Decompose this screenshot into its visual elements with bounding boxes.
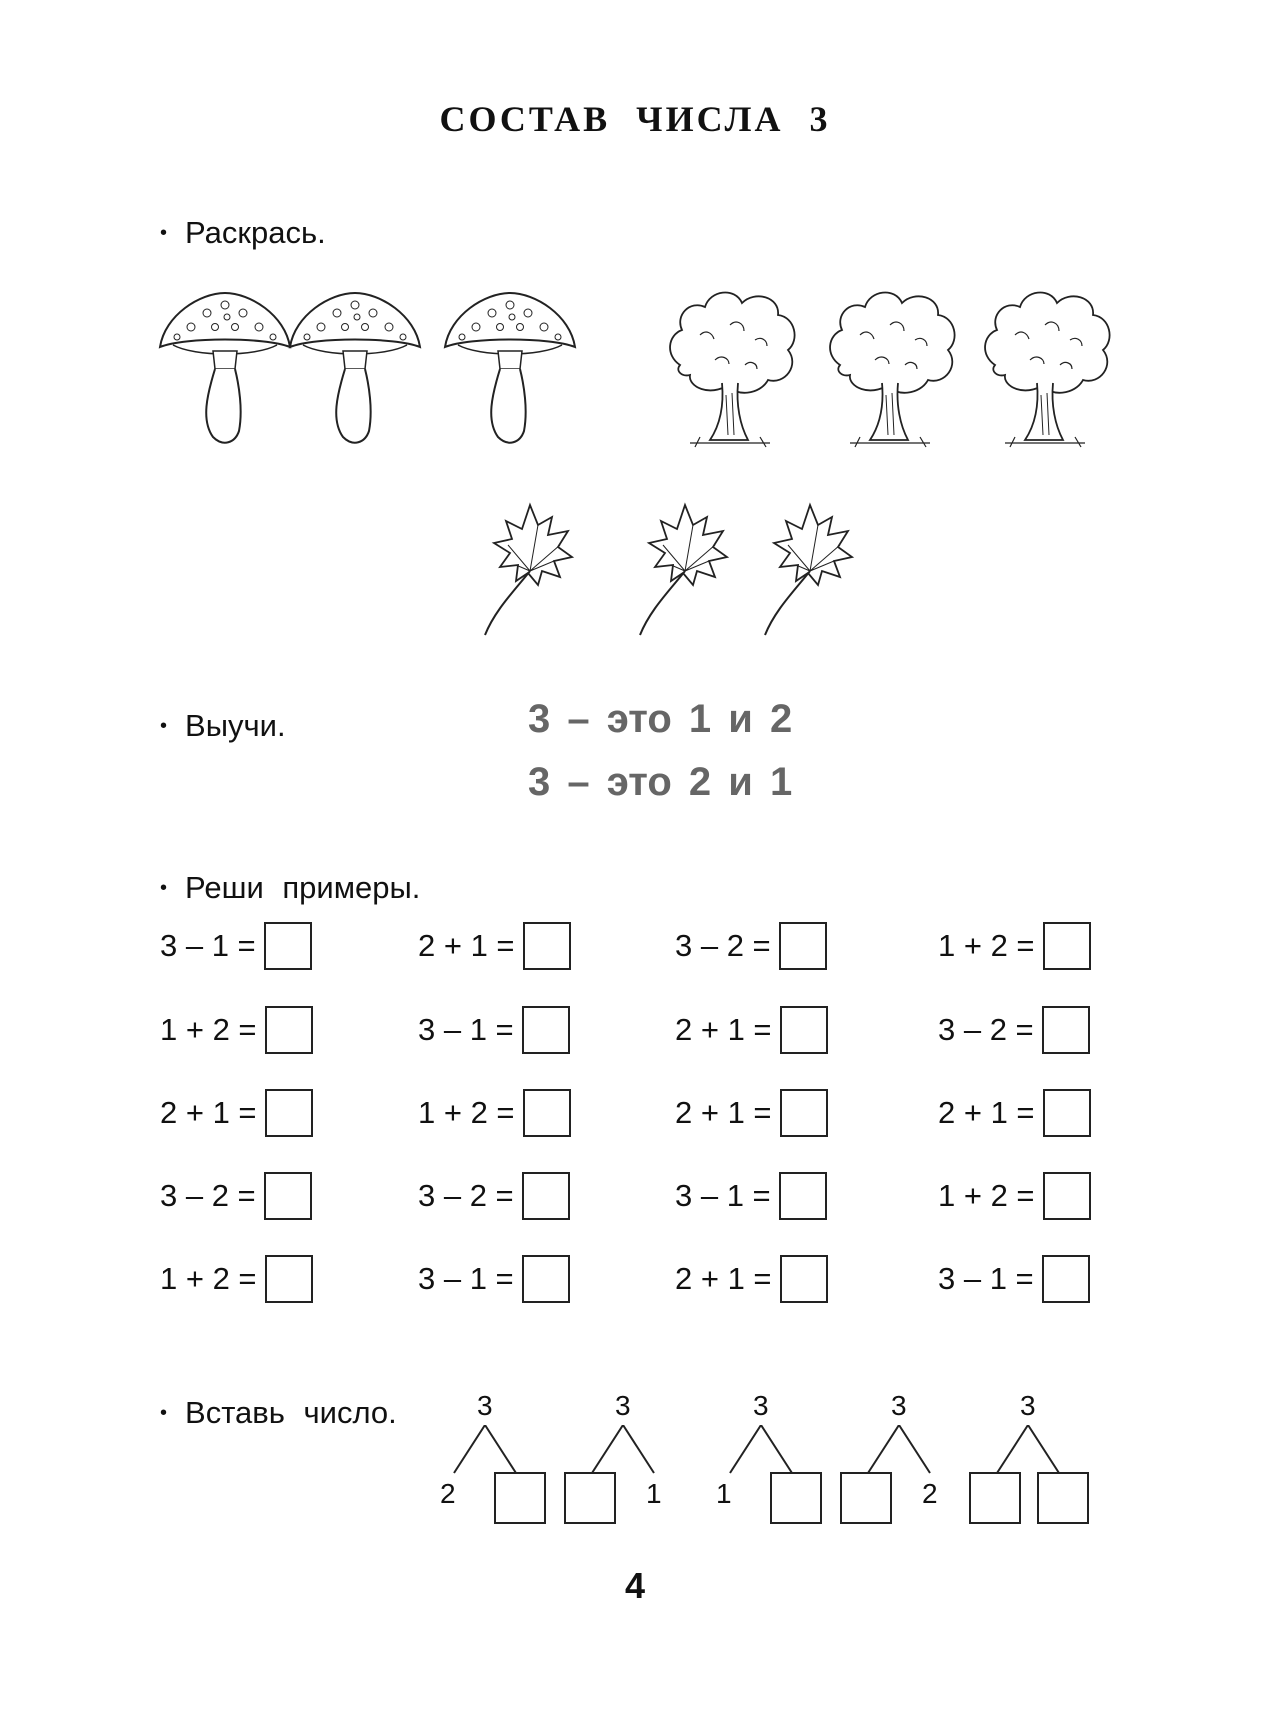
answer-box[interactable] [264, 922, 312, 970]
example-expression: 1 + 2 = [418, 1095, 515, 1130]
example-expression: 3 – 1 = [938, 1261, 1034, 1296]
example [938, 1006, 1090, 1054]
bullet: • [160, 714, 168, 737]
answer-box[interactable] [265, 1006, 313, 1054]
task-solve [160, 870, 420, 906]
answer-box[interactable] [780, 1089, 828, 1137]
tree-top-number: 3 [615, 1390, 631, 1421]
page-title: СОСТАВ ЧИСЛА 3 [439, 99, 831, 139]
task-learn-label: Выучи. [185, 708, 286, 743]
example [160, 1255, 313, 1303]
example-expression: 2 + 1 = [938, 1095, 1035, 1130]
example-expression: 3 – 1 = [675, 1178, 771, 1213]
example-expression: 1 + 2 = [160, 1261, 257, 1296]
answer-box[interactable] [779, 922, 827, 970]
answer-box[interactable] [265, 1255, 313, 1303]
answer-box[interactable] [264, 1172, 312, 1220]
bullet: • [160, 876, 168, 899]
answer-box[interactable] [780, 1255, 828, 1303]
example-expression: 3 – 1 = [160, 928, 256, 963]
example [675, 922, 827, 970]
answer-box[interactable] [523, 1089, 571, 1137]
example [938, 1255, 1090, 1303]
mushroom-icon [285, 285, 430, 450]
answer-box[interactable] [1042, 1255, 1090, 1303]
maple-leaf-icon [480, 495, 590, 645]
example [160, 922, 312, 970]
tree-answer-box[interactable] [564, 1472, 616, 1524]
tree-answer-box[interactable] [1037, 1472, 1089, 1524]
task-insert-label: Вставь число. [185, 1395, 397, 1430]
example [418, 922, 571, 970]
tree-answer-box[interactable] [494, 1472, 546, 1524]
tree-branch-number: 1 [716, 1478, 732, 1509]
example-expression: 2 + 1 = [675, 1012, 772, 1047]
example [675, 1089, 828, 1137]
tree-answer-box[interactable] [969, 1472, 1021, 1524]
example [675, 1006, 828, 1054]
tree-branch-number: 2 [440, 1478, 456, 1509]
task-color [160, 215, 326, 251]
example-expression: 3 – 2 = [675, 928, 771, 963]
task-learn [160, 708, 286, 744]
tree-branch-number: 1 [646, 1478, 662, 1509]
task-insert [160, 1395, 397, 1431]
mushroom-icon [155, 285, 300, 450]
example [675, 1255, 828, 1303]
answer-box[interactable] [780, 1006, 828, 1054]
task-solve-label: Реши примеры. [185, 870, 421, 905]
example [938, 922, 1091, 970]
tree-top-number: 3 [891, 1390, 907, 1421]
example-expression: 2 + 1 = [160, 1095, 257, 1130]
example-expression: 1 + 2 = [938, 928, 1035, 963]
answer-box[interactable] [522, 1255, 570, 1303]
example-expression: 3 – 1 = [418, 1012, 514, 1047]
tree-answer-box[interactable] [770, 1472, 822, 1524]
bullet: • [160, 221, 168, 244]
example-expression: 3 – 2 = [938, 1012, 1034, 1047]
bullet: • [160, 1401, 168, 1424]
answer-box[interactable] [1043, 922, 1091, 970]
learn-line: 3 – это 2 и 1 [528, 760, 793, 804]
answer-box[interactable] [1043, 1172, 1091, 1220]
answer-box[interactable] [779, 1172, 827, 1220]
tree-icon [660, 285, 805, 455]
example [675, 1172, 827, 1220]
answer-box[interactable] [522, 1172, 570, 1220]
example [418, 1255, 570, 1303]
task-color-label: Раскрась. [185, 215, 326, 250]
example [938, 1172, 1091, 1220]
example [418, 1006, 570, 1054]
learn-line: 3 – это 1 и 2 [528, 697, 793, 741]
tree-icon [820, 285, 965, 455]
answer-box[interactable] [522, 1006, 570, 1054]
example [160, 1089, 313, 1137]
answer-box[interactable] [1043, 1089, 1091, 1137]
example-expression: 3 – 2 = [160, 1178, 256, 1213]
example [938, 1089, 1091, 1137]
example [418, 1089, 571, 1137]
example-expression: 1 + 2 = [160, 1012, 257, 1047]
maple-leaf-icon [635, 495, 745, 645]
example-expression: 2 + 1 = [675, 1095, 772, 1130]
example-expression: 3 – 2 = [418, 1178, 514, 1213]
example-expression: 2 + 1 = [675, 1261, 772, 1296]
page-number: 4 [624, 1565, 646, 1606]
tree-branch-number: 2 [922, 1478, 938, 1509]
tree-top-number: 3 [753, 1390, 769, 1421]
tree-top-number: 3 [477, 1390, 493, 1421]
example-expression: 2 + 1 = [418, 928, 515, 963]
tree-top-number: 3 [1020, 1390, 1036, 1421]
example [160, 1006, 313, 1054]
example [160, 1172, 312, 1220]
mushroom-icon [440, 285, 585, 450]
answer-box[interactable] [523, 922, 571, 970]
example-expression: 1 + 2 = [938, 1178, 1035, 1213]
tree-answer-box[interactable] [840, 1472, 892, 1524]
example [418, 1172, 570, 1220]
answer-box[interactable] [265, 1089, 313, 1137]
tree-icon [975, 285, 1120, 455]
maple-leaf-icon [760, 495, 870, 645]
answer-box[interactable] [1042, 1006, 1090, 1054]
example-expression: 3 – 1 = [418, 1261, 514, 1296]
